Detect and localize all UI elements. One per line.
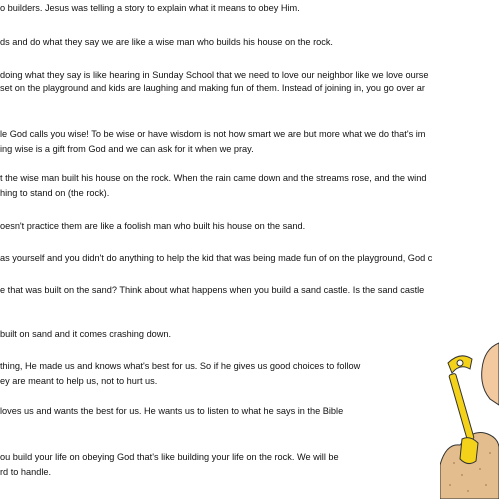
- text-line-1: o builders. Jesus was telling a story to explain what it means to obey Him.: [0, 3, 300, 13]
- text-line-3: doing what they say is like hearing in Sunday School that we need to love our neighbor like we love ourse: [0, 70, 429, 80]
- text-line-5: le God calls you wise! To be wise or have wisdom is not how smart we are but more what we do that's im: [0, 129, 426, 139]
- text-line-7: t the wise man built his house on the rock. When the rain came down and the streams rose, and the wind: [0, 173, 427, 183]
- text-line-8: hing to stand on (the rock).: [0, 188, 110, 198]
- text-line-6: ing wise is a gift from God and we can ask for it when we pray.: [0, 144, 254, 154]
- text-line-9: oesn't practice them are like a foolish man who built his house on the sand.: [0, 221, 306, 231]
- text-line-10: as yourself and you didn't do anything to help the kid that was being made fun of on the playground, God c: [0, 253, 433, 263]
- text-line-17: rd to handle.: [0, 467, 52, 477]
- text-line-4: set on the playground and kids are laughing and making fun of them. Instead of joining in, you go over ar: [0, 83, 425, 93]
- text-line-11: e that was built on the sand? Think about what happens when you build a sand castle. Is the sand castle: [0, 285, 425, 295]
- text-line-12: built on sand and it comes crashing down.: [0, 329, 172, 339]
- shovel-handle: [449, 373, 474, 440]
- text-line-2: ds and do what they say we are like a wise man who builds his house on the rock.: [0, 37, 333, 47]
- text-line-14: ey are meant to help us, not to hurt us.: [0, 376, 158, 386]
- text-line-15: loves us and wants the best for us. He wants us to listen to what he says in the Bible: [0, 406, 344, 416]
- sand-shovel-icon: [440, 335, 499, 499]
- shovel-blade: [460, 438, 478, 464]
- hand: [482, 343, 499, 405]
- text-line-13: thing, He made us and knows what's best for us. So if he gives us good choices to follow: [0, 361, 361, 371]
- text-line-16: ou build your life on obeying God that's like building your life on the rock. We will be: [0, 452, 339, 462]
